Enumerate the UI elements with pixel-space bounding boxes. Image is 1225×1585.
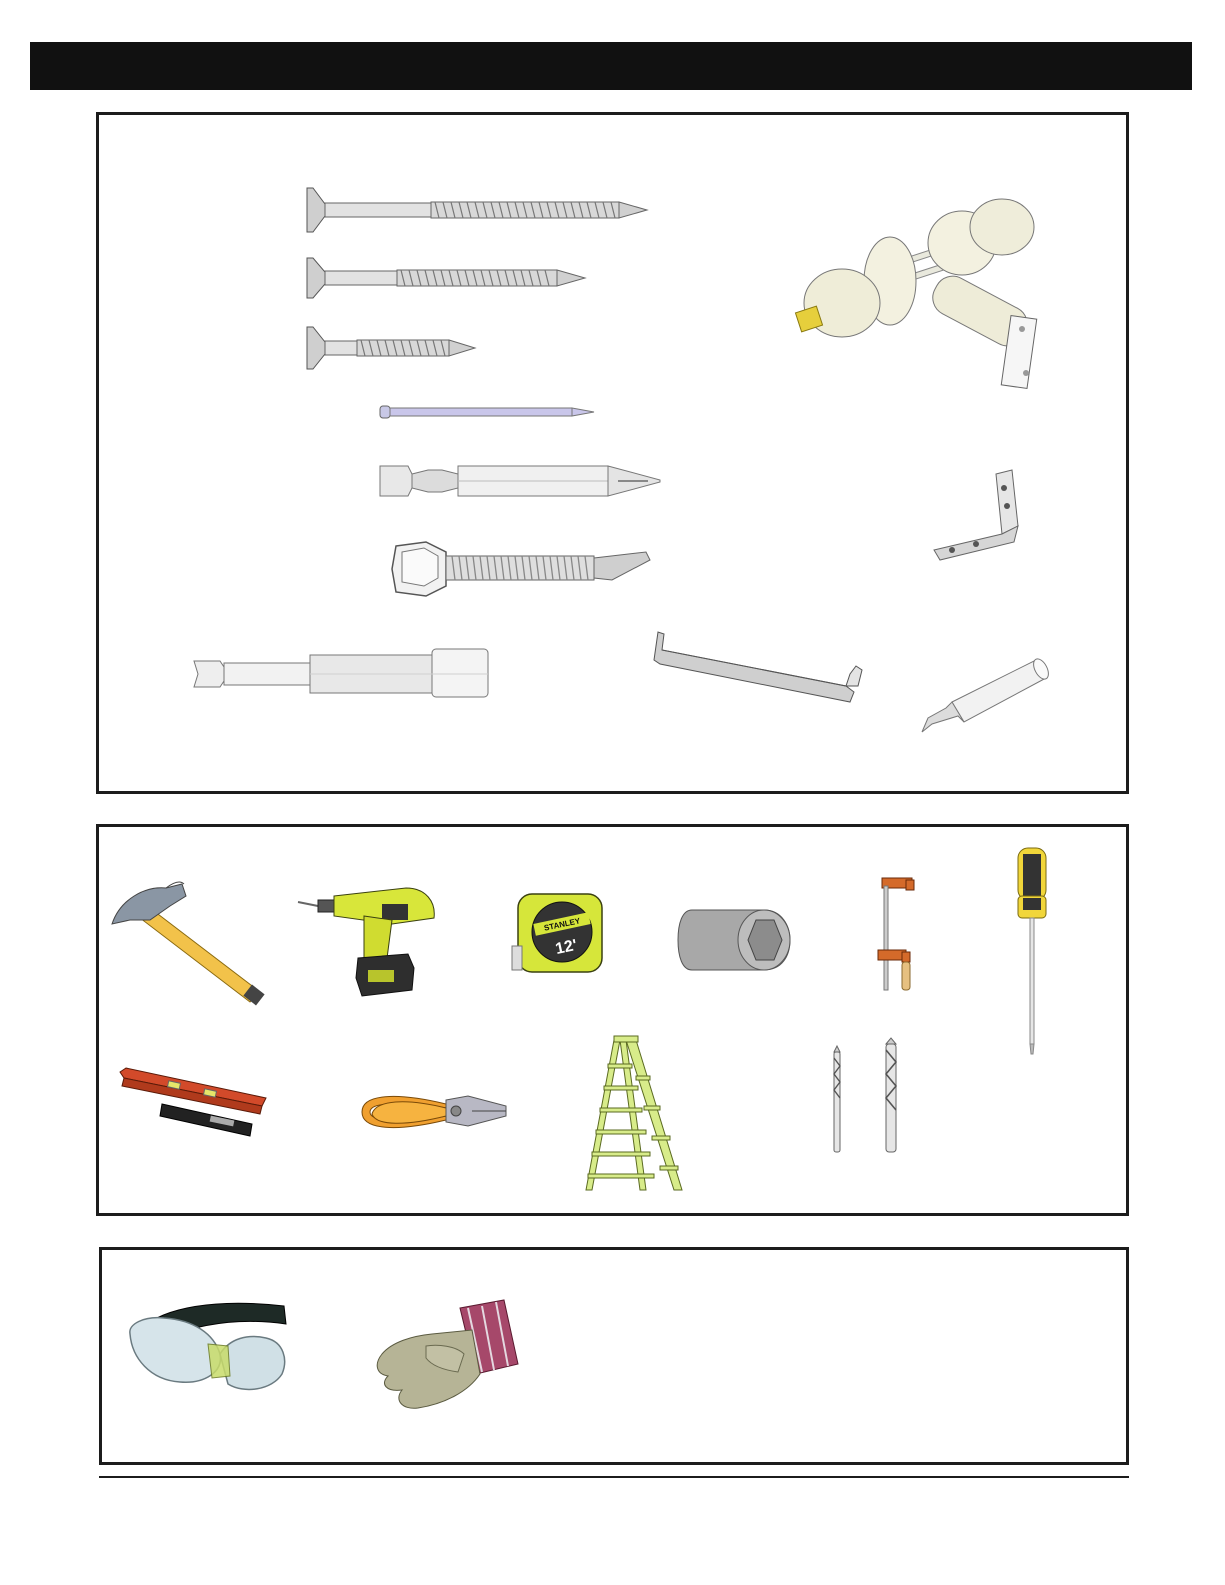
hammer-icon (110, 880, 270, 1006)
door-knob-lockset-icon (790, 195, 1060, 395)
screwdriver-icon (1014, 844, 1050, 1056)
medium-wood-screw-icon (305, 256, 587, 300)
z-clip-bracket-icon (650, 630, 866, 706)
hex-socket-icon (678, 904, 794, 976)
tape-brand-label: STANLEY (543, 916, 582, 933)
nut-driver-icon (192, 645, 498, 701)
safety-goggles-icon (124, 1294, 290, 1402)
pliers-icon (356, 1086, 510, 1138)
bar-clamp-icon (872, 874, 918, 996)
header-bar (30, 42, 1192, 90)
long-wood-screw-icon (305, 186, 650, 234)
anchor-plug-icon (918, 656, 1058, 736)
tape-length-label: 12' (553, 936, 579, 959)
cordless-drill-icon (296, 882, 440, 1000)
corner-bracket-icon (930, 470, 1026, 564)
self-drilling-hex-screw-icon (388, 538, 652, 600)
short-wood-screw-icon (305, 325, 477, 371)
drill-bits-icon (828, 1036, 904, 1156)
tape-measure-icon (510, 890, 606, 978)
level-icon (116, 1064, 270, 1138)
work-gloves-icon (372, 1300, 522, 1412)
step-ladder-icon (584, 1036, 684, 1194)
footer-rule (99, 1476, 1129, 1478)
driver-bit-icon (378, 460, 664, 502)
finishing-nail-icon (378, 402, 596, 422)
